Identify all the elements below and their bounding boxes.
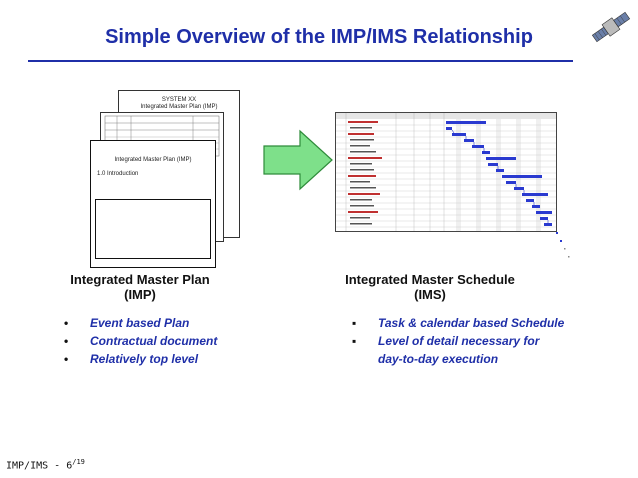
imp-heading-line2: (IMP) [124,287,156,302]
ims-bullet-item: ▪ Level of detail necessary for day-to-day execution [352,334,540,366]
imp-front-doc-section: 1.0 Introduction [97,171,139,177]
slide-footer [6,458,85,471]
ims-bullet-list [350,314,590,368]
imp-bullet-item: • Contractual document [64,334,218,348]
imp-bullet-list [62,314,262,368]
ims-bullet-item: ▪ Task & calendar based Schedule [352,316,565,330]
imp-bullet-item: • Event based Plan [64,316,190,330]
imp-front-doc-box [95,199,211,259]
imp-front-document [90,140,216,268]
imp-back-doc-line2: Integrated Master Plan (IMP) [140,104,218,110]
bullet-icon: ▪ [352,334,357,348]
bullet-icon: • [64,316,69,330]
imp-heading-line1: Integrated Master Plan [70,272,210,287]
page-number: IMP/IMS - 6 [6,460,73,472]
imp-front-doc-title: Integrated Master Plan (IMP) [114,157,192,163]
slide-title: Simple Overview of the IMP/IMS Relationship [105,26,533,48]
ims-heading [330,272,530,302]
bullet-icon: • [64,352,69,366]
ims-heading-line1: Integrated Master Schedule [345,272,515,287]
imp-bullet-item: • Relatively top level [64,352,199,366]
right-arrow-icon [262,128,334,192]
bullet-icon: ▪ [352,316,357,330]
gantt-continuation-marks [552,226,582,266]
bullet-icon: • [64,334,69,348]
ims-heading-line2: (IMS) [414,287,446,302]
page-total: /19 [72,458,85,466]
satellite-logo-icon [588,4,634,50]
ims-gantt-schedule [335,112,557,232]
imp-heading [40,272,240,302]
gantt-grid [336,113,556,231]
imp-back-doc-line1: SYSTEM XX [161,97,197,103]
title-divider [28,60,573,62]
